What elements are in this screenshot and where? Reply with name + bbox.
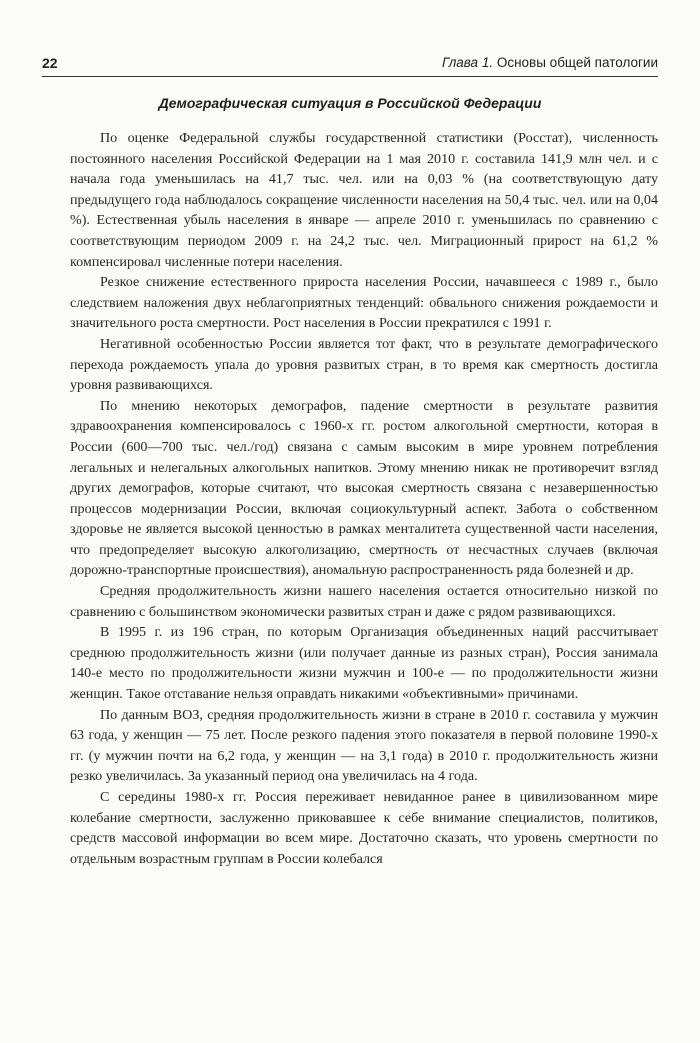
chapter-title: Основы общей патологии bbox=[496, 55, 658, 70]
paragraph: По мнению некоторых демографов, падение смертности в результате развития здравоохранения компенсировалось с 1960-х гг. ростом алкогольной смертности, которая в России (600—700 тыс. чел./год) связана с самым высоким в мире уровнем потребления легальных и нелегальных алкогольных напитков. Этому мнению никак не противоречит взгляд других демографов, которые считают, что высокая смертность связана с незавершенностью процессов модернизации России, включая социокультурный аспект. Забота о собственном здоровье не является высокой ценностью в рамках менталитета существенной части населения, что предопределяет высокую алкоголизацию, смертность от несчастных случаев (включая дорожно-транспортные происшествия), аномальную распространенность ряда болезней и др. bbox=[70, 397, 658, 579]
paragraph: Негативной особенностью России является тот факт, что в результате демографического перехода рождаемость упала до уровня развитых стран, в то время как смертность достигла уровня развивающихся. bbox=[70, 335, 658, 394]
body-text bbox=[70, 128, 658, 869]
running-title bbox=[442, 55, 658, 70]
paragraph: Средняя продолжительность жизни нашего населения остается относительно низкой по сравнению с большинством экономически развитых стран и даже с рядом развивающихся. bbox=[70, 583, 658, 620]
header-divider bbox=[42, 76, 658, 77]
page-number: 22 bbox=[42, 55, 58, 71]
paragraph: По оценке Федеральной службы государственной статистики (Росстат), численность постоянного населения Российской Федерации на 1 мая 2010 г. составила 141,9 млн чел. и с начала года уменьшилась на 41,7 тыс. чел. или на 0,03 % (на соответствующую дату предыдущего года наблюдалось сокращение численности населения на 50,4 тыс. чел. или на 0,04 %). Естественная убыль населения в январе — апреле 2010 г. уменьшилась по сравнению с соответствующим периодом 2009 г. на 24,2 тыс. чел. Миграционный прирост на 61,2 % компенсировал численные потери населения. bbox=[70, 130, 658, 270]
paragraph: По данным ВОЗ, средняя продолжительность жизни в стране в 2010 г. составила у мужчин 63 года, у женщин — 75 лет. После резкого падения этого показателя в первой половине 1990-х гг. (у мужчин почти на 6,2 года, у женщин — на 3,1 года) в 2010 г. продолжительность жизни резко увеличилась. За указанный период она увеличилась на 4 года. bbox=[70, 706, 658, 785]
paragraph: Резкое снижение естественного прироста населения России, начавшееся с 1989 г., было следствием наложения двух неблагоприятных тенденций: обвального снижения рождаемости и значительного роста смертности. Рост населения в России прекратился с 1991 г. bbox=[70, 274, 658, 332]
chapter-label: Глава 1. bbox=[441, 55, 494, 70]
section-title: Демографическая ситуация в Российской Федерации bbox=[158, 95, 542, 111]
paragraph: В 1995 г. из 196 стран, по которым Организация объединенных наций рассчитывает среднюю продолжительность жизни (или получает данные из разных стран), Россия занимала 140-е место по продолжительности жизни мужчин и 100-е — по продолжительности жизни женщин. Такое отставание нельзя оправдать никакими «объективными» причинами. bbox=[70, 624, 658, 703]
paragraph: С середины 1980-х гг. Россия переживает невиданное ранее в цивилизованном мире колебание смертности, заслуженно приковавшее к себе внимание специалистов, политиков, средств массовой информации во всем мире. Достаточно сказать, что уровень смертности по отдельным возрастным группам в России колебался bbox=[70, 789, 658, 867]
running-header bbox=[42, 55, 658, 77]
